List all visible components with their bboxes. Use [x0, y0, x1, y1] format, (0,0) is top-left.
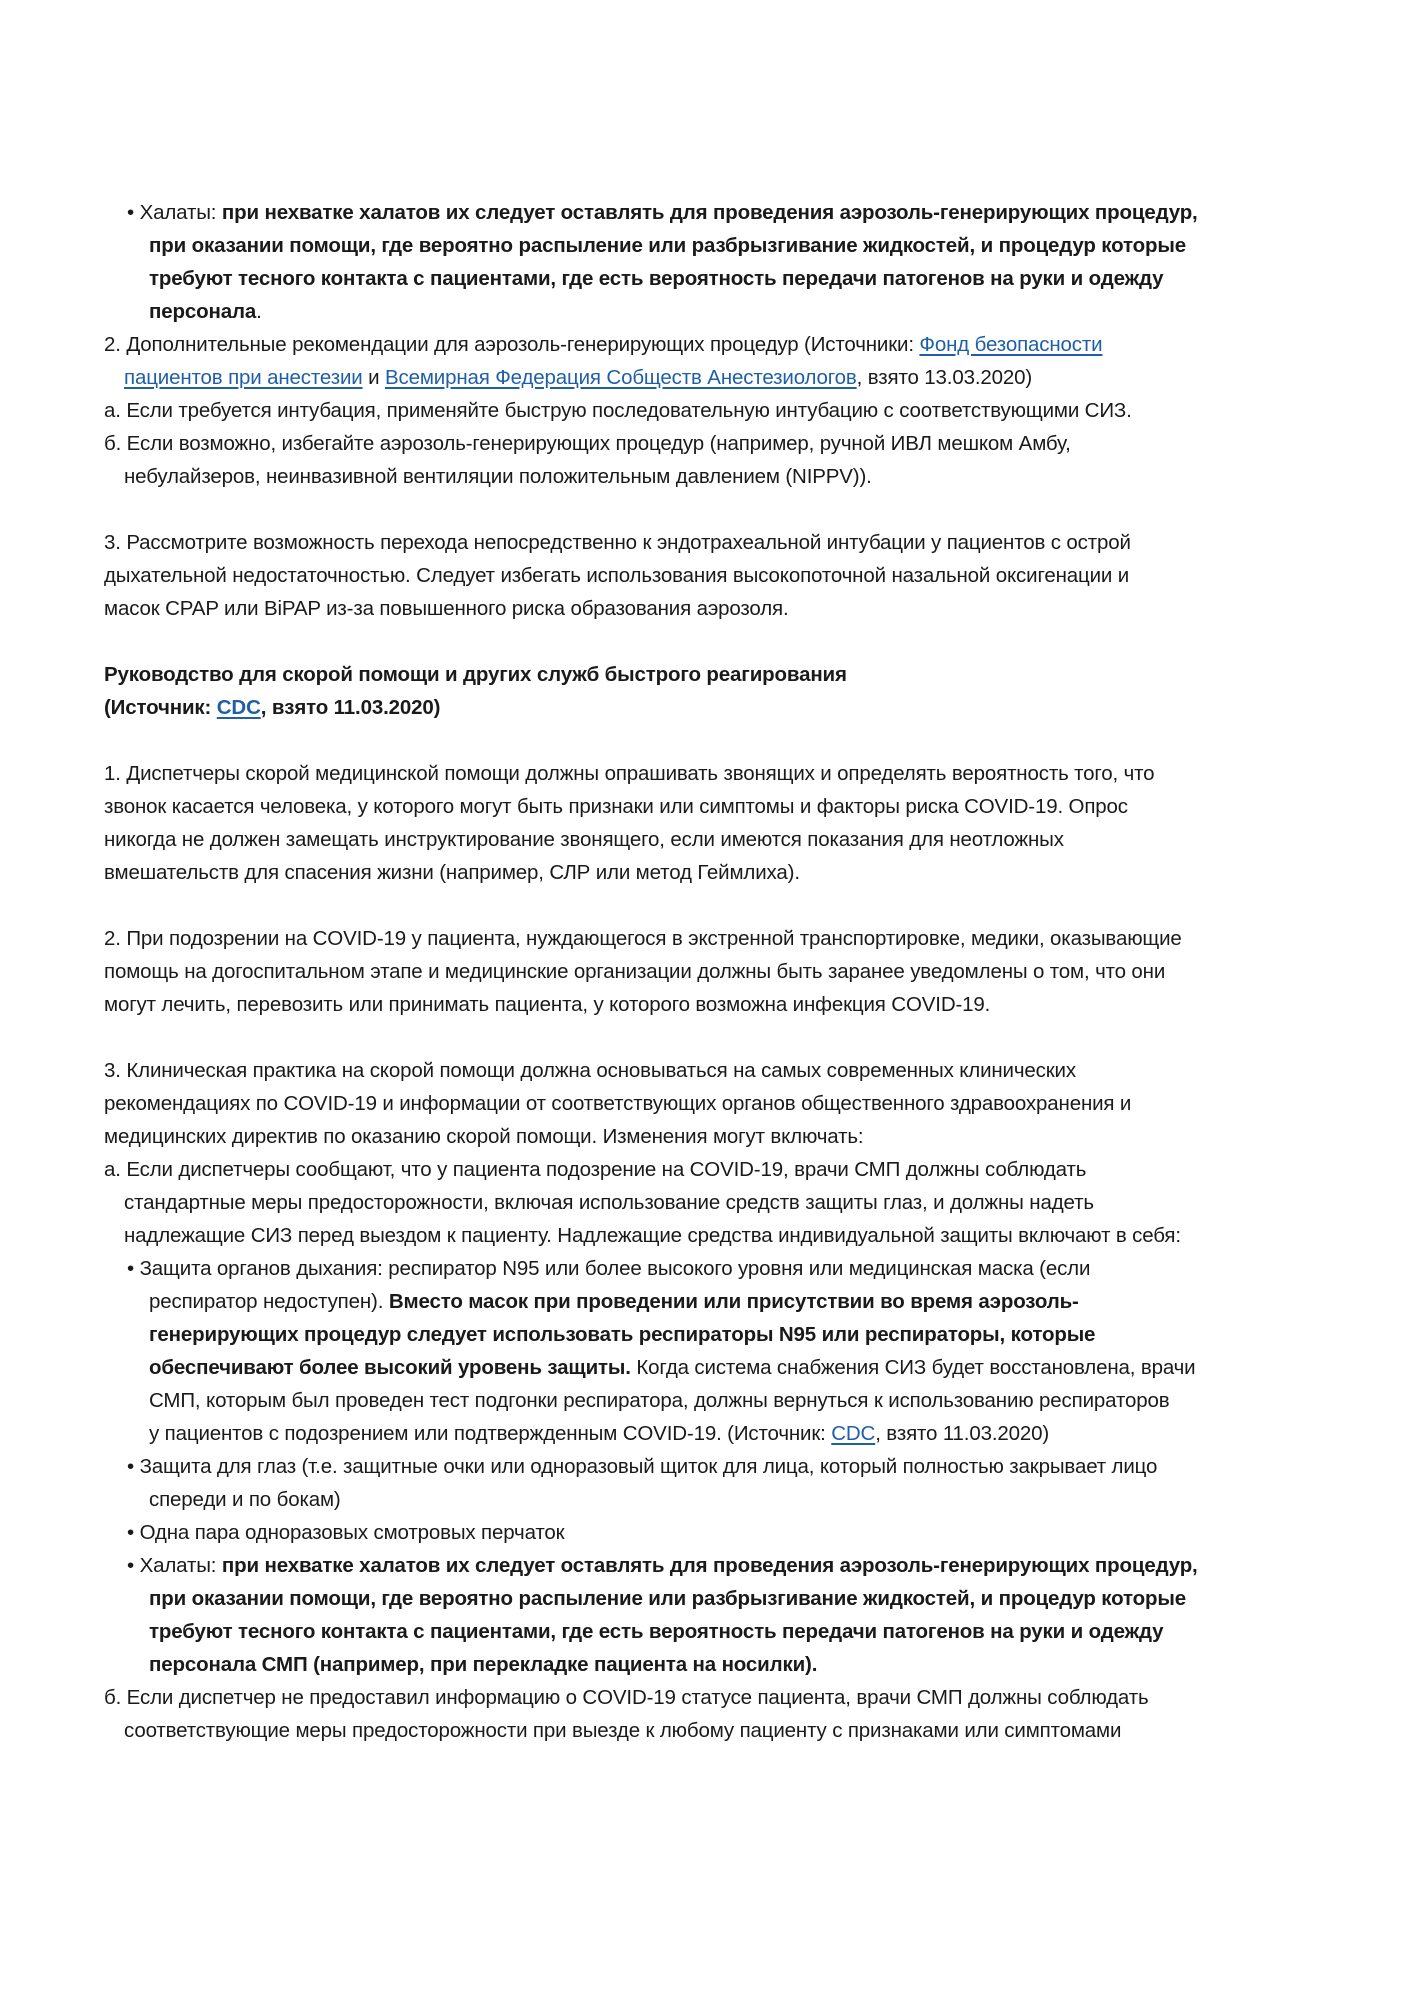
bullet-label: Халаты:	[139, 201, 222, 224]
text-line: персонала СМП (например, при перекладке пациента на носилки).	[149, 1653, 818, 1676]
ems-3b-line: соответствующие меры предосторожности при выезде к любому пациенту с признаками или симптомами	[124, 1719, 1122, 1742]
item-2-line2: пациентов при анестезии и Всемирная Федерация Собществ Анестезиологов, взято 13.03.2020)	[124, 366, 1033, 389]
ems-1-line: 1. Диспетчеры скорой медицинской помощи должны опрашивать звонящих и определять вероятность того, что	[104, 762, 1155, 785]
ems-3-line: медицинских директив по оказанию скорой помощи. Изменения могут включать:	[104, 1125, 864, 1148]
section-source: (Источник: CDC, взято 11.03.2020)	[104, 696, 441, 719]
text-line: респиратор недоступен). Вместо масок при проведении или присутствии во время аэрозоль-	[149, 1290, 1079, 1313]
item-2a: а. Если требуется интубация, применяйте быструю последовательную интубацию с соответствующими СИЗ.	[104, 399, 1132, 422]
bullet-item-gloves: • Одна пара одноразовых смотровых перчаток	[127, 1521, 565, 1544]
bullet-icon: •	[127, 1455, 135, 1478]
text-line: СМП, которым был проведен тест подгонки респиратора, должны вернуться к использованию респираторов	[149, 1389, 1170, 1412]
text-line: при оказании помощи, где вероятно распыление или разбрызгивание жидкостей, и процедур которые	[149, 234, 1186, 257]
ems-3a-line: а. Если диспетчеры сообщают, что у пациента подозрение на COVID-19, врачи СМП должны соблюдать	[104, 1158, 1087, 1181]
bullet-item-respiratory: • Защита органов дыхания: респиратор N95 или более высокого уровня или медицинская маска (если	[127, 1257, 1091, 1280]
item-3-line: масок CPAP или BiPAP из-за повышенного риска образования аэрозоля.	[104, 597, 789, 620]
ems-1-line: никогда не должен замещать инструктирование звонящего, если имеются показания для неотложных	[104, 828, 1064, 851]
bullet-icon: •	[127, 1521, 135, 1544]
section-title: Руководство для скорой помощи и других служб быстрого реагирования	[104, 663, 847, 686]
text-line: при оказании помощи, где вероятно распыление или разбрызгивание жидкостей, и процедур которые	[149, 1587, 1186, 1610]
item-2b-line1: б. Если возможно, избегайте аэрозоль-генерирующих процедур (например, ручной ИВЛ мешком Амбу,	[104, 432, 1071, 455]
text-line: спереди и по бокам)	[149, 1488, 341, 1511]
bullet-item-gowns: • Халаты: при нехватке халатов их следует оставлять для проведения аэрозоль-генерирующих процедур,	[127, 201, 1198, 224]
link-cdc[interactable]: CDC	[216, 696, 261, 719]
text-line: у пациентов с подозрением или подтвержденным COVID-19. (Источник: CDC, взято 11.03.2020)	[149, 1422, 1050, 1445]
bullet-item-gowns-ems: • Халаты: при нехватке халатов их следует оставлять для проведения аэрозоль-генерирующих процедур,	[127, 1554, 1198, 1577]
bullet-item-eyes: • Защита для глаз (т.е. защитные очки или одноразовый щиток для лица, который полностью закрывает лицо	[127, 1455, 1158, 1478]
ems-3-line: 3. Клиническая практика на скорой помощи должна основываться на самых современных клинических	[104, 1059, 1076, 1082]
ems-3a-line: надлежащие СИЗ перед выездом к пациенту. Надлежащие средства индивидуальной защиты включают в себя:	[124, 1224, 1181, 1247]
ems-3-line: рекомендациях по COVID-19 и информации от соответствующих органов общественного здравоохранения и	[104, 1092, 1132, 1115]
ems-2-line: помощь на догоспитальном этапе и медицинские организации должны быть заранее уведомлены о том, что они	[104, 960, 1166, 983]
link-wfsa[interactable]: Всемирная Федерация Собществ Анестезиологов	[384, 366, 857, 389]
ems-3b-line: б. Если диспетчер не предоставил информацию о COVID-19 статусе пациента, врачи СМП должны соблюдать	[104, 1686, 1149, 1709]
item-2-line1: 2. Дополнительные рекомендации для аэрозоль-генерирующих процедур (Источники: Фонд безопасности	[104, 333, 1103, 356]
link-apsf[interactable]: Фонд безопасности	[919, 333, 1103, 356]
link-apsf-cont[interactable]: пациентов при анестезии	[124, 366, 363, 389]
item-2b-line2: небулайзеров, неинвазивной вентиляции положительным давлением (NIPPV)).	[124, 465, 872, 488]
bullet-icon: •	[127, 1554, 135, 1577]
item-3-line: дыхательной недостаточностью. Следует избегать использования высокопоточной назальной оксигенации и	[104, 564, 1130, 587]
text-line: обеспечивают более высокий уровень защиты. Когда система снабжения СИЗ будет восстановлена, врачи	[149, 1356, 1196, 1379]
text-line: персонала.	[149, 300, 262, 323]
ems-3a-line: стандартные меры предосторожности, включая использование средств защиты глаз, и должны надеть	[124, 1191, 1094, 1214]
ems-2-line: 2. При подозрении на COVID-19 у пациента, нуждающегося в экстренной транспортировке, медики, оказывающие	[104, 927, 1182, 950]
text-line: требуют тесного контакта с пациентами, где есть вероятность передачи патогенов на руки и одежду	[149, 1620, 1164, 1643]
text-line: генерирующих процедур следует использовать респираторы N95 или респираторы, которые	[149, 1323, 1096, 1346]
bullet-icon: •	[127, 201, 135, 224]
link-cdc-2[interactable]: CDC	[831, 1422, 876, 1445]
ems-2-line: могут лечить, перевозить или принимать пациента, у которого возможна инфекция COVID-19.	[104, 993, 991, 1016]
text-line: требуют тесного контакта с пациентами, где есть вероятность передачи патогенов на руки и одежду	[149, 267, 1164, 290]
bullet-icon: •	[127, 1257, 135, 1280]
item-3-line: 3. Рассмотрите возможность перехода непосредственно к эндотрахеальной интубации у пациентов с острой	[104, 531, 1131, 554]
ems-1-line: вмешательств для спасения жизни (например, СЛР или метод Геймлиха).	[104, 861, 800, 884]
ems-1-line: звонок касается человека, у которого могут быть признаки или симптомы и факторы риска COVID-19. Опрос	[104, 795, 1128, 818]
